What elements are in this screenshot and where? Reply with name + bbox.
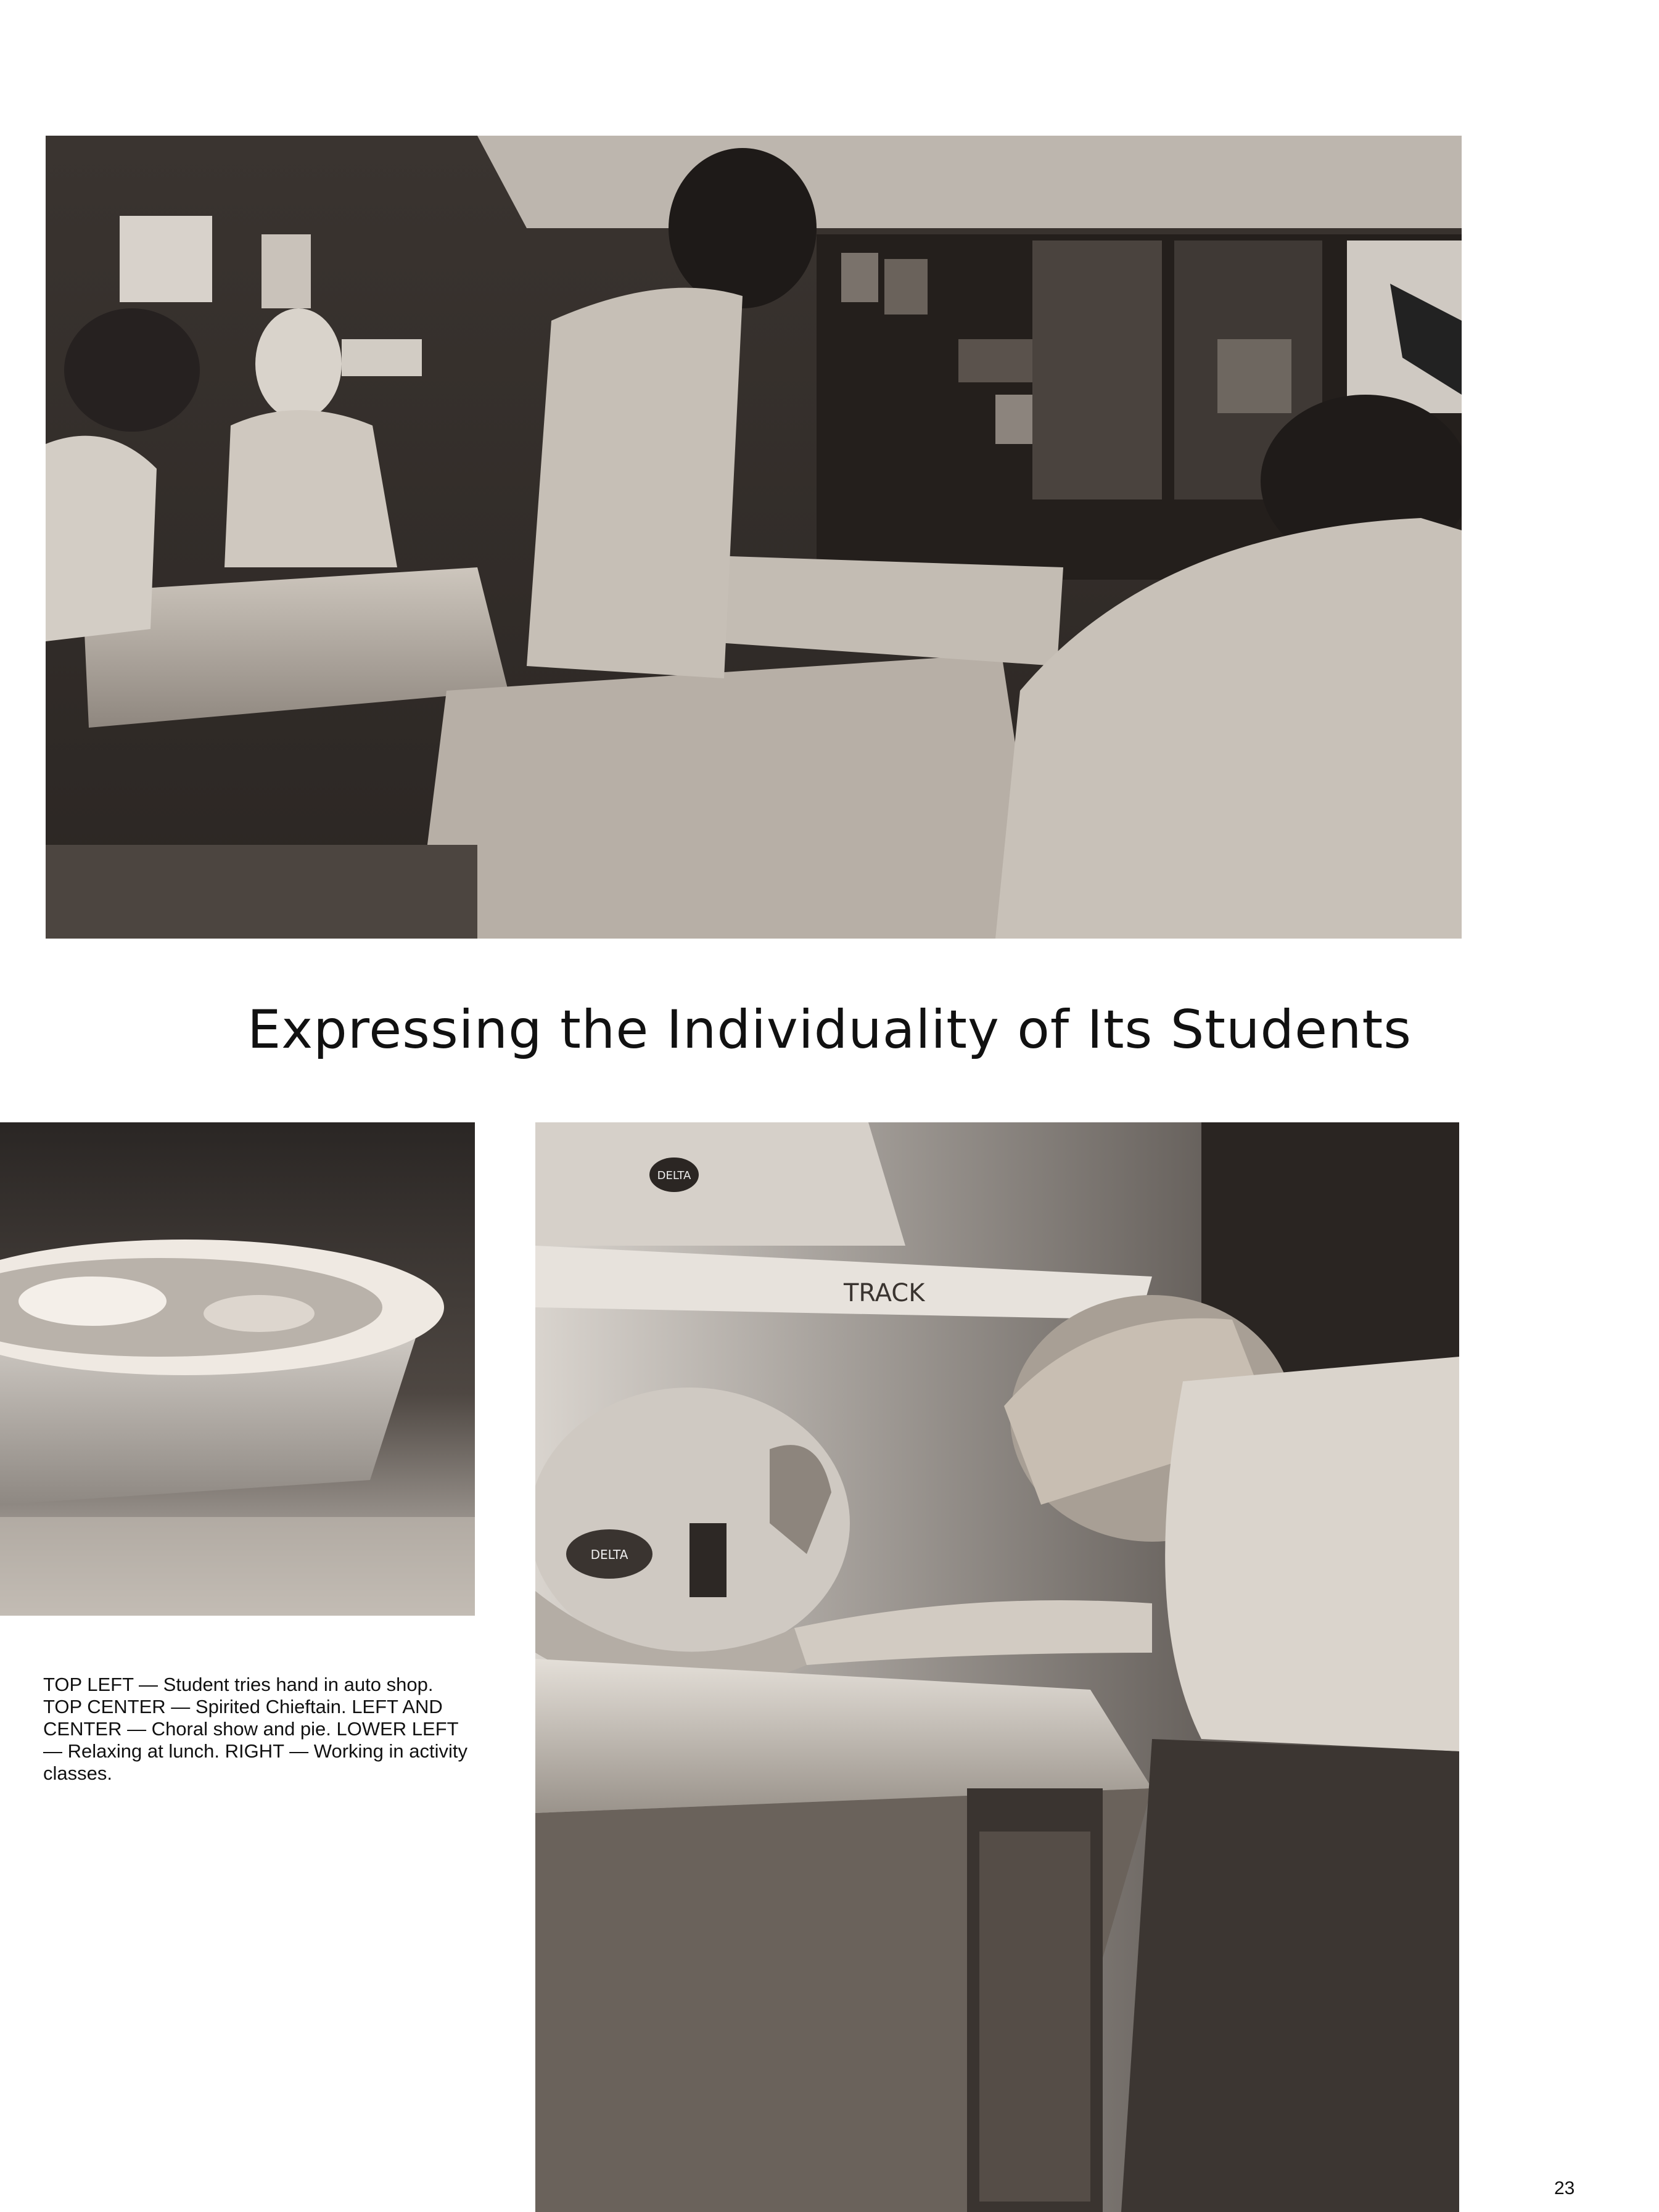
photo-shop-class: [46, 136, 1462, 939]
page-number: 23: [1554, 2178, 1575, 2198]
arm-handwriting: TRACK: [844, 1279, 925, 1307]
delta-badge-top: DELTA: [657, 1169, 691, 1182]
photo-caption: TOP LEFT — Student tries hand in auto shop. TOP CENTER — Spirited Chieftain. LEFT AND CENTER — Choral show and pie. LOWER LEFT — Relaxing at lunch. RIGHT — Working in activity classes.: [43, 1674, 467, 1784]
page-title: Expressing the Individuality of Its Students: [247, 999, 1412, 1061]
delta-badge-motor: DELTA: [590, 1547, 628, 1562]
photo-radial-arm-saw: [535, 1122, 1459, 2212]
photo-pie: [0, 1122, 475, 1616]
